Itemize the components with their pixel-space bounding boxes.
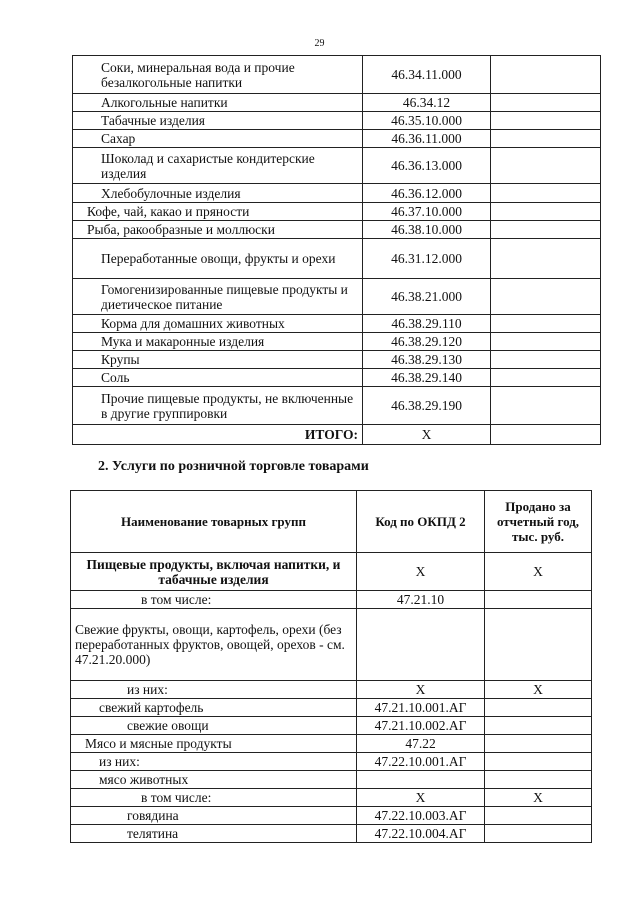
table-row [73, 369, 601, 387]
product-code: 47.21.10 [357, 591, 485, 609]
product-code: 46.31.12.000 [363, 239, 491, 279]
product-code: 47.22 [357, 735, 485, 753]
product-code: 47.22.10.004.АГ [357, 825, 485, 843]
product-name: Шоколад и сахаристые кондитерские изделия [73, 148, 363, 184]
empty-cell [491, 279, 601, 315]
sold-value [485, 771, 592, 789]
product-name: Пищевые продукты, включая напитки, и табачные изделия [71, 553, 357, 591]
product-code [357, 771, 485, 789]
product-name: Соль [73, 369, 363, 387]
empty-cell [491, 369, 601, 387]
product-code: 47.21.10.002.АГ [357, 717, 485, 735]
table-row [73, 203, 601, 221]
product-code: 46.36.13.000 [363, 148, 491, 184]
product-name: Рыба, ракообразные и моллюски [73, 221, 363, 239]
table-row [73, 351, 601, 369]
product-code: 46.35.10.000 [363, 112, 491, 130]
product-name: в том числе: [71, 789, 357, 807]
empty-cell [491, 315, 601, 333]
product-code: 46.36.12.000 [363, 184, 491, 203]
sold-value [485, 753, 592, 771]
table-row [73, 184, 601, 203]
retail-table [70, 490, 592, 843]
product-name: Прочие пищевые продукты, не включенные в другие группировки [73, 387, 363, 425]
product-name: из них: [71, 753, 357, 771]
product-name: Мука и макаронные изделия [73, 333, 363, 351]
total-row [73, 425, 601, 445]
table-row [73, 387, 601, 425]
header-name: Наименование товарных групп [71, 491, 357, 553]
product-code: 47.21.10.001.АГ [357, 699, 485, 717]
product-code: X [357, 681, 485, 699]
section-title: 2. Услуги по розничной торговле товарами [98, 459, 369, 474]
table-row [73, 148, 601, 184]
product-code: 47.22.10.001.АГ [357, 753, 485, 771]
table-row [73, 315, 601, 333]
sold-value [485, 825, 592, 843]
product-code [357, 609, 485, 681]
header-code: Код по ОКПД 2 [357, 491, 485, 553]
header-sold: Продано за отчетный год, тыс. руб. [485, 491, 592, 553]
product-name: в том числе: [71, 591, 357, 609]
empty-cell [491, 333, 601, 351]
empty-cell [491, 130, 601, 148]
product-code: 46.38.10.000 [363, 221, 491, 239]
empty-cell [491, 203, 601, 221]
empty-cell [491, 239, 601, 279]
product-code: X [357, 553, 485, 591]
table-row [73, 239, 601, 279]
product-name: Переработанные овощи, фрукты и орехи [73, 239, 363, 279]
table-row [71, 825, 592, 843]
table-row [73, 112, 601, 130]
empty-cell [491, 387, 601, 425]
product-name: Корма для домашних животных [73, 315, 363, 333]
empty-cell [491, 351, 601, 369]
product-name: говядина [71, 807, 357, 825]
sold-value: X [485, 681, 592, 699]
table-row [73, 56, 601, 94]
product-code: 46.38.29.190 [363, 387, 491, 425]
wholesale-table [72, 55, 601, 445]
empty-cell [491, 425, 601, 445]
product-code: 46.38.21.000 [363, 279, 491, 315]
total-label: ИТОГО: [73, 425, 363, 445]
product-code: 46.38.29.120 [363, 333, 491, 351]
product-name: Алкогольные напитки [73, 94, 363, 112]
table-row [71, 609, 592, 681]
product-code: 47.22.10.003.АГ [357, 807, 485, 825]
empty-cell [491, 221, 601, 239]
sold-value: X [485, 789, 592, 807]
product-name: телятина [71, 825, 357, 843]
product-name: Мясо и мясные продукты [71, 735, 357, 753]
sold-value [485, 591, 592, 609]
sold-value [485, 807, 592, 825]
product-name: Гомогенизированные пищевые продукты и диетическое питание [73, 279, 363, 315]
product-code: 46.34.11.000 [363, 56, 491, 94]
table-row [71, 789, 592, 807]
product-name: Свежие фрукты, овощи, картофель, орехи (без переработанных фруктов, овощей, орехов - см. 47.21.20.000) [71, 609, 357, 681]
sold-value: X [485, 553, 592, 591]
product-code: 46.38.29.110 [363, 315, 491, 333]
table-row [73, 130, 601, 148]
empty-cell [491, 112, 601, 130]
product-name: Сахар [73, 130, 363, 148]
table-row [71, 553, 592, 591]
sold-value [485, 735, 592, 753]
product-code: 46.34.12 [363, 94, 491, 112]
product-name: Хлебобулочные изделия [73, 184, 363, 203]
sold-value [485, 609, 592, 681]
product-name: свежие овощи [71, 717, 357, 735]
product-code: 46.38.29.130 [363, 351, 491, 369]
table-row [71, 591, 592, 609]
header-row [71, 491, 592, 553]
product-name: Соки, минеральная вода и прочие безалкогольные напитки [73, 56, 363, 94]
table-row [71, 771, 592, 789]
empty-cell [491, 184, 601, 203]
product-name: Кофе, чай, какао и пряности [73, 203, 363, 221]
table-row [71, 699, 592, 717]
page-number: 29 [314, 38, 325, 49]
empty-cell [491, 148, 601, 184]
table-row [73, 333, 601, 351]
table-row [71, 681, 592, 699]
table-row [73, 94, 601, 112]
sold-value [485, 717, 592, 735]
table-row [73, 221, 601, 239]
sold-value [485, 699, 592, 717]
product-name: из них: [71, 681, 357, 699]
empty-cell [491, 94, 601, 112]
empty-cell [491, 56, 601, 94]
table-row [73, 279, 601, 315]
product-code: 46.37.10.000 [363, 203, 491, 221]
table-row [71, 735, 592, 753]
table-row [71, 807, 592, 825]
product-code: 46.38.29.140 [363, 369, 491, 387]
total-code: X [363, 425, 491, 445]
table-row [71, 753, 592, 771]
product-name: Крупы [73, 351, 363, 369]
product-name: Табачные изделия [73, 112, 363, 130]
product-name: мясо животных [71, 771, 357, 789]
table-row [71, 717, 592, 735]
product-code: X [357, 789, 485, 807]
product-name: свежий картофель [71, 699, 357, 717]
product-code: 46.36.11.000 [363, 130, 491, 148]
